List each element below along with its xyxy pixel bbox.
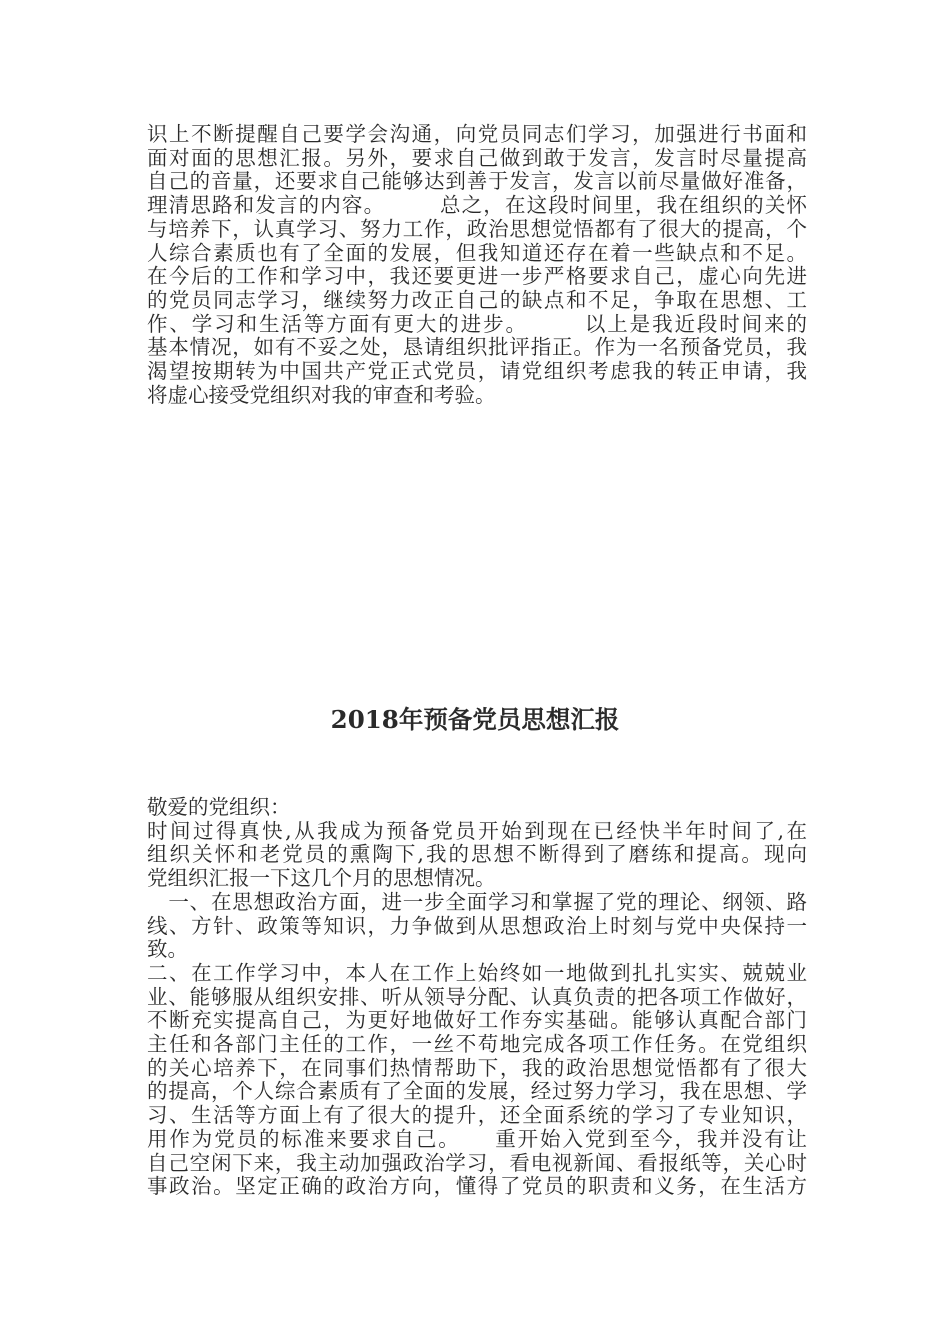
document-title: 2018年预备党员思想汇报 [330, 705, 620, 734]
paragraph-line: 作、学习和生活等方面有更大的进步。 以上是我近段时间来的 [147, 312, 807, 336]
body-line: 线、方针、政策等知识，力争做到从思想政治上时刻与党中央保持一 [147, 914, 807, 938]
paragraph-line: 理清思路和发言的内容。 总之，在这段时间里，我在组织的关怀 [147, 194, 807, 218]
paragraph-line: 基本情况，如有不妥之处，恳请组织批评指正。作为一名预备党员，我 [147, 336, 807, 360]
paragraph-line: 与培养下，认真学习、努力工作，政治思想觉悟都有了很大的提高，个 [147, 217, 807, 241]
body-line: 事政治。坚定正确的政治方向，懂得了党员的职责和义务，在生活方 [147, 1175, 807, 1199]
body-line: 二、在工作学习中，本人在工作上始终如一地做到扎扎实实、兢兢业 [147, 961, 807, 985]
paragraph-line: 面对面的思想汇报。另外，要求自己做到敢于发言，发言时尽量提高 [147, 146, 807, 170]
paragraph-line: 的党员同志学习，继续努力改正自己的缺点和不足，争取在思想、工 [147, 288, 807, 312]
body-line: 致。 [147, 938, 188, 962]
body-line: 党组织汇报一下这几个月的思想情况。 [147, 867, 496, 891]
body-line: 一、在思想政治方面，进一步全面学习和掌握了党的理论、纲领、路 [147, 890, 807, 914]
body-line: 用作为党员的标准来要求自己。 重开始入党到至今，我并没有让 [147, 1127, 807, 1151]
body-line: 业、能够服从组织安排、听从领导分配、认真负责的把各项工作做好， [147, 985, 807, 1009]
body-line: 时间过得真快,从我成为预备党员开始到现在已经快半年时间了,在 [147, 819, 807, 843]
paragraph-line: 自己的音量，还要求自己能够达到善于发言，发言以前尽量做好准备， [147, 170, 807, 194]
continued-paragraph [147, 123, 807, 407]
body-line: 不断充实提高自己，为更好地做好工作夯实基础。能够认真配合部门 [147, 1009, 807, 1033]
paragraph-line: 识上不断提醒自己要学会沟通，向党员同志们学习，加强进行书面和 [147, 123, 807, 146]
body-line: 自己空闲下来，我主动加强政治学习，看电视新闻、看报纸等，关心时 [147, 1151, 807, 1175]
paragraph-line: 在今后的工作和学习中，我还要更进一步严格要求自己，虚心向先进 [147, 265, 807, 289]
body-line: 的提高，个人综合素质有了全面的发展，经过努力学习，我在思想、学 [147, 1080, 807, 1104]
body-line: 的关心培养下，在同事们热情帮助下，我的政治思想觉悟都有了很大 [147, 1056, 807, 1080]
body-line: 主任和各部门主任的工作，一丝不苟地完成各项工作任务。在党组织 [147, 1033, 807, 1057]
paragraph-line: 将虚心接受党组织对我的审查和考验。 [147, 383, 496, 407]
report-body [147, 796, 807, 1199]
paragraph-line: 渴望按期转为中国共产党正式党员，请党组织考虑我的转正申请，我 [147, 360, 807, 384]
salutation: 敬爱的党组织： [147, 796, 291, 819]
body-line: 组织关怀和老党员的熏陶下,我的思想不断得到了磨练和提高。现向 [147, 843, 807, 867]
paragraph-line: 人综合素质也有了全面的发展，但我知道还存在着一些缺点和不足。 [147, 241, 807, 265]
body-line: 习、生活等方面上有了很大的提升，还全面系统的学习了专业知识， [147, 1104, 807, 1128]
